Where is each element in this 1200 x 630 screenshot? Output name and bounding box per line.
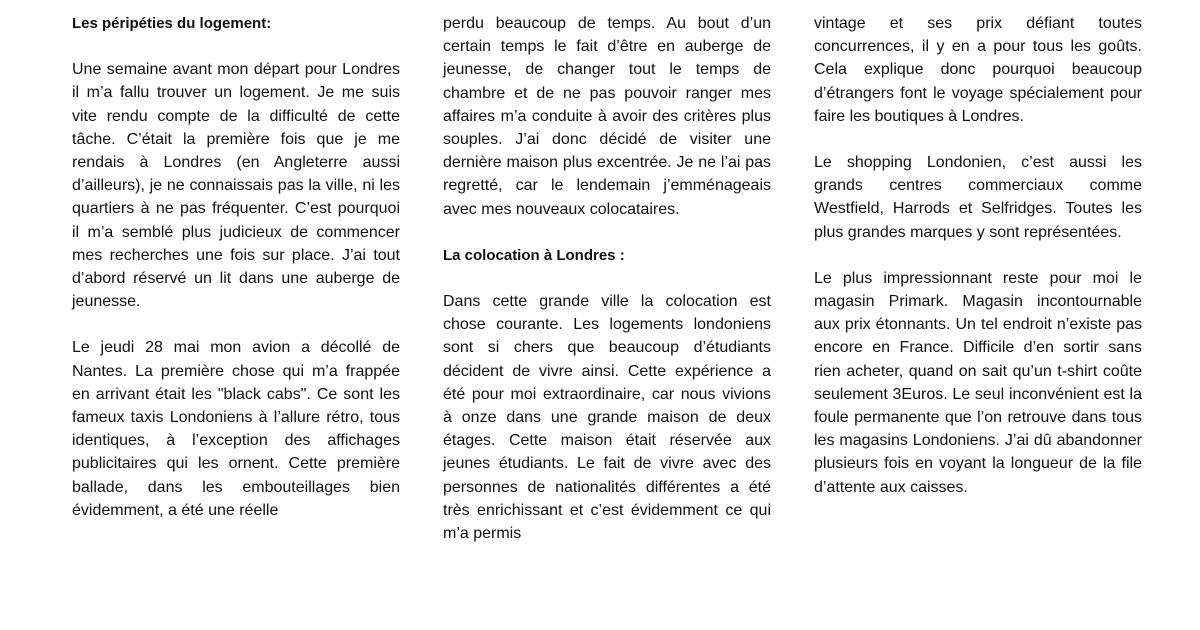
section-heading-flatshare: La colocation à Londres : <box>443 246 625 264</box>
text-column-3 <box>814 12 1142 522</box>
text-column-1 <box>72 12 400 545</box>
text-column-2 <box>443 12 771 568</box>
section-heading-housing: Les péripéties du logement: <box>72 15 272 32</box>
paragraph-primark: Le plus impressionnant reste pour moi le magasin Primark. Magasin incontournable aux prix étonnants. Un tel endroit n’existe pas encore en France. Difficile d’en sortir sans rien acheter, quand on sait qu’un t-shirt coûte seulement 3Euros. Le seul inconvénient est la foule permanente que l’on retrouve dans tous les magasins Londoniens. J’ai dû abandonner plusieurs fois en voyant la longueur de la file d’attente aux caisses. <box>814 269 1142 496</box>
paragraph-shopping-centres: Le shopping Londonien, c’est aussi les grands centres commerciaux comme Westfield, Harrods et Selfridges. Toutes les plus grandes marques y sont représentées. <box>814 154 1142 241</box>
paragraph-housing-continued: perdu beaucoup de temps. Au bout d’un certain temps le fait d’être en auberge de jeunesse, de changer tout le temps de chambre et de ne pas pouvoir ranger mes affaires m’a conduite à avoir des critères plus souples. J’ai donc décidé de visiter une dernière maison plus excentrée. Je ne l’ai pas regretté, car le lendemain j’emménageais avec mes nouveaux colocataires. <box>443 15 771 218</box>
paragraph-shopping-vintage: vintage et ses prix défiant toutes concurrences, il y en a pour tous les goûts. Cela explique donc pourquoi beaucoup d’étrangers font le voyage spécialement pour faire les boutiques à Londres. <box>814 15 1142 125</box>
paragraph-arrival: Le jeudi 28 mai mon avion a décollé de Nantes. La première chose qui m’a frappée en arrivant était les "black cabs". Ce sont les fameux taxis Londoniens à l’allure rétro, tous identiques, à l’exception des affichages publicitaires qui les ornent. Cette première ballade, dans les embouteillages bien évidemment, a été une réelle <box>72 339 400 519</box>
paragraph-flatshare: Dans cette grande ville la colocation est chose courante. Les logements londoniens sont si chers que beaucoup d’étudiants décident de vivre ainsi. Cette expérience a été pour moi extraordinaire, car nous vivions à onze dans une grande maison de deux étages. Cette maison était réservée aux jeunes étudiants. Le fait de vivre avec des personnes de nationalités différentes a été très enrichissant et c’est évidemment ce qui m’a permis <box>443 293 771 543</box>
paragraph-housing-search: Une semaine avant mon départ pour Londres il m’a fallu trouver un logement. Je me suis vite rendu compte de la difficulté de cette tâche. C’était la première fois que je me rendais à Londres (en Angleterre aussi d’ailleurs), je ne connaissais pas la ville, ni les quartiers à ne pas fréquenter. C’est pourquoi il m’a semblé plus judicieux de commencer mes recherches une fois sur place. J’ai tout d’abord réservé un lit dans une auberge de jeunesse. <box>72 61 400 311</box>
